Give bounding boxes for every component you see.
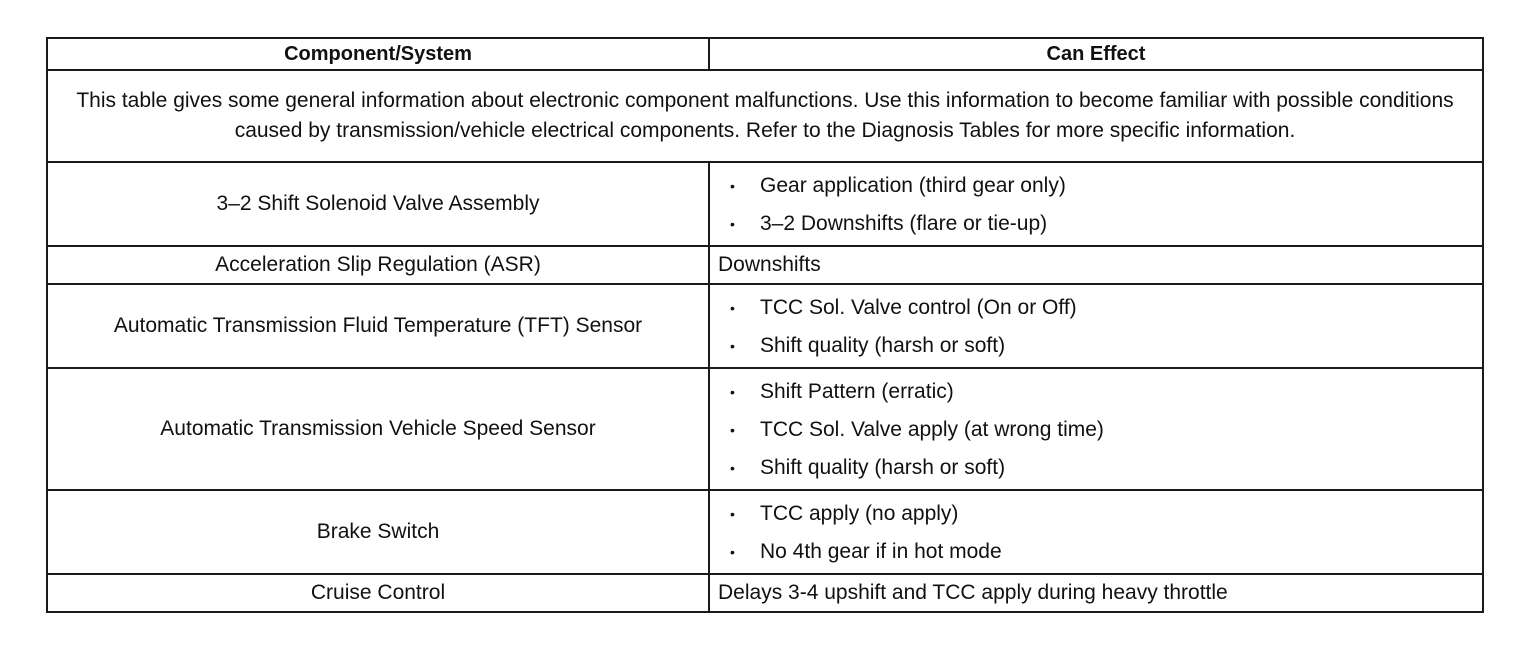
effect-cell (709, 284, 1483, 368)
effect-item (730, 289, 1474, 327)
component-cell: Automatic Transmission Vehicle Speed Sensor (47, 368, 709, 490)
effect-item (730, 411, 1474, 449)
effect-cell (709, 368, 1483, 490)
effect-item (730, 327, 1474, 365)
effect-text: Gear application (third gear only) (760, 174, 1066, 197)
table-row (47, 490, 1483, 574)
bullet-icon: • (730, 216, 735, 232)
table-row (47, 246, 1483, 284)
effect-list (718, 369, 1474, 489)
effect-item (730, 167, 1474, 205)
effect-cell (709, 490, 1483, 574)
intro-text: This table gives some general information about electronic component malfunctions. Use this information to become familiar with possible conditions caused by transmission/vehicle electrical components. Refer to the Diagnosis Tables for more specific information. (47, 70, 1483, 162)
effect-text: Shift quality (harsh or soft) (760, 456, 1006, 479)
bullet-icon: • (730, 544, 735, 560)
effect-list (718, 285, 1474, 367)
bullet-icon: • (730, 338, 735, 354)
effect-item (730, 495, 1474, 533)
bullet-icon: • (730, 178, 735, 194)
effect-list (718, 491, 1474, 573)
table-row (47, 368, 1483, 490)
effect-item (730, 449, 1474, 487)
component-cell: Brake Switch (47, 490, 709, 574)
table-row (47, 162, 1483, 246)
effect-list (718, 163, 1474, 245)
effect-cell: Downshifts (709, 246, 1483, 284)
component-cell: 3–2 Shift Solenoid Valve Assembly (47, 162, 709, 246)
effect-text: No 4th gear if in hot mode (760, 540, 1002, 563)
effect-text: TCC Sol. Valve apply (at wrong time) (760, 418, 1104, 441)
effect-text: 3–2 Downshifts (flare or tie-up) (760, 212, 1048, 235)
bullet-icon: • (730, 384, 735, 400)
bullet-icon: • (730, 506, 735, 522)
intro-row (47, 70, 1483, 162)
component-effects-table (46, 37, 1484, 613)
header-component-system: Component/System (47, 38, 709, 70)
table-row (47, 284, 1483, 368)
component-cell: Cruise Control (47, 574, 709, 612)
bullet-icon: • (730, 422, 735, 438)
table-row (47, 574, 1483, 612)
effect-text: Shift Pattern (erratic) (760, 380, 954, 403)
effect-item (730, 373, 1474, 411)
component-cell: Acceleration Slip Regulation (ASR) (47, 246, 709, 284)
effect-item (730, 533, 1474, 571)
effect-cell (709, 162, 1483, 246)
effect-text: TCC apply (no apply) (760, 502, 959, 525)
header-row (47, 38, 1483, 70)
effect-text: Shift quality (harsh or soft) (760, 334, 1006, 357)
bullet-icon: • (730, 300, 735, 316)
effect-item (730, 205, 1474, 243)
component-cell: Automatic Transmission Fluid Temperature (TFT) Sensor (47, 284, 709, 368)
header-can-effect: Can Effect (709, 38, 1483, 70)
bullet-icon: • (730, 460, 735, 476)
effect-cell: Delays 3-4 upshift and TCC apply during heavy throttle (709, 574, 1483, 612)
effect-text: TCC Sol. Valve control (On or Off) (760, 296, 1077, 319)
